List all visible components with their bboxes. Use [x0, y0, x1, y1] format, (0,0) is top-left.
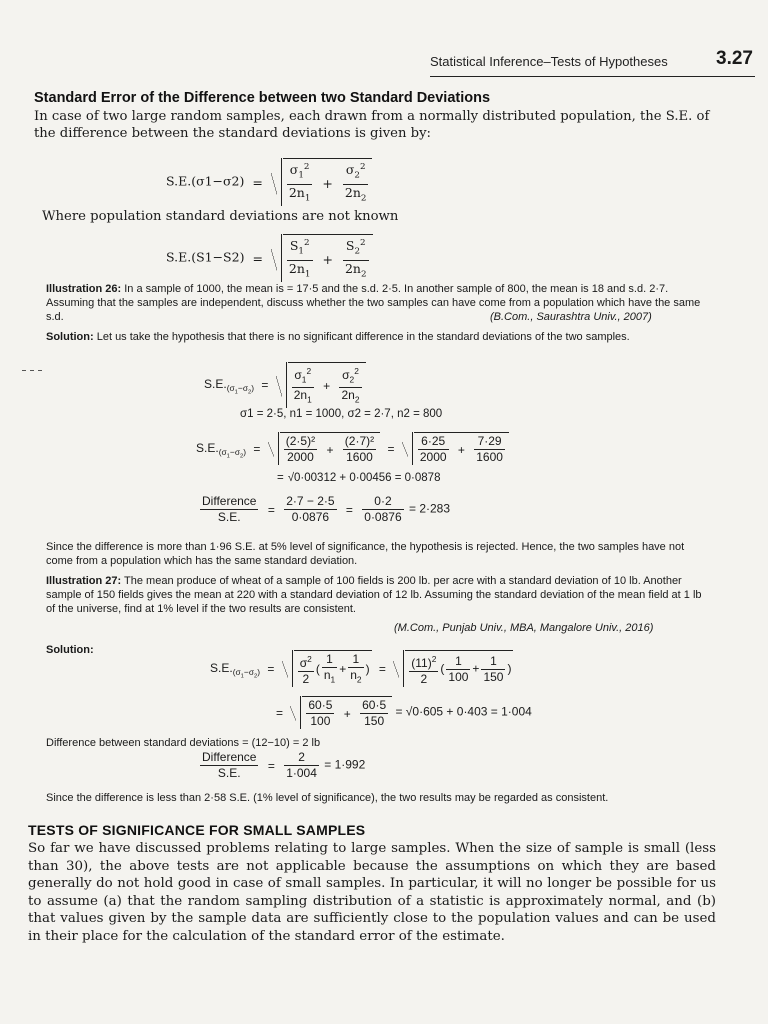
illustration-26-label: Illustration 26:: [46, 283, 122, 295]
solution-27-label: Solution:: [46, 644, 94, 656]
ratio-27-num-label: Difference: [202, 750, 257, 764]
sqrt-result-26-text: √0·00312 + 0·00456 = 0·0878: [287, 472, 441, 485]
citation-27: (M.Com., Punjab Univ., MBA, Mangalore Univ., 2016): [394, 622, 654, 634]
formula-se-s: S.E.(S1−S2) = $\frac{S_1^2}{2n_1}$ + $\frac{S_2^2}{2n_2}$: [166, 234, 373, 282]
conclusion-26: Since the difference is more than 1·96 S.E. at 5% level of significance, the hypothesis is rejected. Hence, the two samples have not come from a population which has the same standard deviation.: [46, 541, 685, 567]
ratio-26-den-label: S.E.: [217, 510, 241, 524]
intro-paragraph: In case of two large random samples, each drawn from a normally distributed population, the S.E. of the difference between the standard deviations is given by:: [34, 109, 710, 141]
ratio-26-result: = 2·283: [408, 501, 451, 516]
ratio-26-den-1: 0·0876: [291, 510, 330, 524]
illustration-27-text: The mean produce of wheat of a sample of 100 fields is 200 lb. per acre with a standard deviation of 10 lb. Another sample of 150 fields gives the mean at 220 with a standard deviation of 12 lb. Assuming the standard deviation of the mean field at 1 lb of the universe, find at 1% level if the two results are consistent.: [46, 575, 702, 615]
illustration-26-text: In a sample of 1000, the mean is = 17·5 and the s.d. 2·5. In another sample of 800, the mean is 18 and s.d. 2·7. Assuming that the samples are independent, discuss whether the two samples can have come from a population which have the same s.d.: [46, 283, 701, 323]
solution-26-label: Solution:: [46, 331, 94, 343]
calc-num-1: (2·5)²: [285, 434, 316, 448]
margin-mark: [22, 370, 48, 372]
ratio-26: $\frac{\text{Difference}}{S.E.}$ = $\frac{2\cdot 7 - 2\cdot 5}{0\cdot 0876}$ = $\frac{0\cdot 2}{0\cdot 0876}$ = 2·283: [202, 494, 451, 524]
ratio-27-den: 1·004: [286, 766, 317, 780]
running-header: [430, 50, 755, 77]
ratio-26-num-1: 2·7 − 2·5: [286, 494, 335, 508]
formula-se-sigma-26: $S.E._{(\sigma_1-\sigma_2)}$ = $\frac{\sigma_1^2}{2n_1}$ + $\frac{\sigma_2^2}{2n_2}$: [204, 362, 366, 408]
calc-num-3: 6·25: [418, 434, 449, 450]
calculation-27: = $\frac{60\cdot 5}{100}$ + $\frac{60\cdot 5}{150}$ = √0·605 + 0·403 = 1·004: [276, 698, 532, 728]
ratio-27-result: = 1·992: [324, 757, 366, 772]
running-title: Statistical Inference–Tests of Hypotheses: [430, 54, 668, 69]
section-heading-small-samples: TESTS OF SIGNIFICANCE FOR SMALL SAMPLES: [28, 822, 366, 838]
ratio-26-num-label: Difference: [202, 494, 257, 508]
calc-den-1: 2000: [287, 450, 314, 464]
calc-den-3: 2000: [419, 450, 447, 464]
calc2-num-1: 60·5: [308, 698, 333, 712]
formula-lhs-s: S.E.(S1−S2): [166, 249, 245, 265]
formula-27: $S.E._{(\sigma_1-\sigma_2)}$ = $\frac{\sigma^2}{2}$ ( $\frac{1}{n_1}$ + $\frac{1}{n_2}$ ) = $\frac{(11)^2}{2}$ ( $\frac{1}{100}$ + $\frac{1}{150}$ ): [210, 652, 512, 687]
calc-den-2: 1600: [346, 450, 373, 464]
calculation-26: $S.E._{(\sigma_1-\sigma_2)}$ = $\frac{\text{(2·5)²}}{2000}$ + $\frac{\text{(2·7)²}}{1600}$ = $\frac{6\cdot 25}{2000}$ + $\frac{7\cdot 29}{1600}$: [196, 432, 509, 465]
calc2-num-2: 60·5: [362, 698, 387, 712]
ratio-26-den-2: 0·0876: [364, 510, 402, 524]
solution-26-text: Let us take the hypothesis that there is no significant difference in the standard deviations of the two samples.: [96, 331, 630, 343]
citation-26: (B.Com., Saurashtra Univ., 2007): [490, 311, 652, 323]
ratio-27-num: 2: [284, 750, 319, 766]
calc-num-2: (2·7)²: [344, 434, 375, 448]
page-number: 3.27: [716, 48, 753, 69]
given-values-26: σ1 = 2·5, n1 = 1000, σ2 = 2·7, n2 = 800: [240, 408, 443, 420]
formula-lhs: S.E.(σ1−σ2): [166, 173, 245, 189]
difference-line-27: Difference between standard deviations = (12−10) = 2 lb: [46, 737, 321, 749]
calc2-den-2: 150: [364, 714, 385, 728]
small-samples-paragraph: So far we have discussed problems relating to large samples. When the size of sample is small (less than 30), the above tests are not applicable because the assumptions on which they are based generally do not hold good in case of small samples. In particular, it will no longer be possible for us to assume (a) that the random sampling distribution of a statistic is approximately normal, and (b) that values given by the sample data are sufficiently close to the population values and can be used in their place for the calculation of the standard error of the estimate.: [28, 841, 716, 944]
where-text: Where population standard deviations are not known: [42, 209, 399, 224]
calc-num-4: 7·29: [474, 434, 505, 450]
illustration-27-label: Illustration 27:: [46, 575, 122, 587]
ratio-27-den-label: S.E.: [217, 766, 241, 780]
section-heading-se-difference-sd: Standard Error of the Difference between two Standard Deviations: [34, 90, 491, 106]
calc-den-4: 1600: [476, 450, 503, 464]
calc2-den-1: 100: [310, 714, 331, 728]
illustration-27: [46, 574, 706, 616]
sqrt-result-26: = √0·00312 + 0·00456 = 0·0878: [277, 472, 441, 485]
conclusion-27: Since the difference is less than 2·58 S.E. (1% level of significance), the two results may be regarded as consistent.: [46, 792, 609, 804]
calc2-result: = √0·605 + 0·403 = 1·004: [395, 704, 532, 719]
solution-27: [46, 643, 94, 657]
ratio-26-num-2: 0·2: [362, 494, 403, 510]
solution-26: [46, 330, 706, 344]
ratio-27: $\frac{\text{Difference}}{S.E.}$ = $\frac{2}{1\cdot 004}$ = 1·992: [202, 750, 366, 780]
formula-se-sigma: S.E.(σ1−σ2) = $\frac{\sigma_1^2}{2n_1}$ + $\frac{\sigma_2^2}{2n_2}$: [166, 158, 372, 206]
